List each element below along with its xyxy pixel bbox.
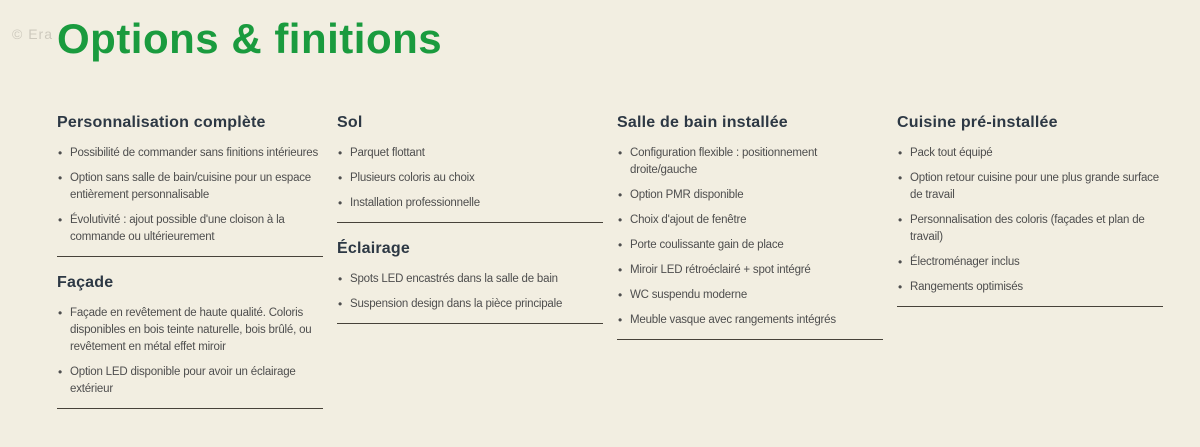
list-item: • Meuble vasque avec rangements intégrés [617, 312, 883, 329]
section-facade [57, 273, 323, 409]
list-item: • Porte coulissante gain de place [617, 237, 883, 254]
section-divider [617, 339, 883, 340]
list-item: • WC suspendu moderne [617, 287, 883, 304]
list-item: • Parquet flottant [337, 145, 603, 162]
section-divider [337, 323, 603, 324]
section-divider [57, 256, 323, 257]
list-item: • Personnalisation des coloris (façades et plan de travail) [897, 212, 1163, 246]
list-item: • Possibilité de commander sans finitions intérieures [57, 145, 323, 162]
list-item: • Évolutivité : ajout possible d'une cloison à la commande ou ultérieurement [57, 212, 323, 246]
section-cuisine-pre-installee [897, 113, 1163, 307]
column-4 [897, 113, 1163, 307]
list-item: • Configuration flexible : positionnement droite/gauche [617, 145, 883, 179]
page-title: Options & finitions [57, 15, 443, 62]
list-item: • Option LED disponible pour avoir un éclairage extérieur [57, 364, 323, 398]
list-item: • Façade en revêtement de haute qualité. Coloris disponibles en bois teinte naturelle, bois brûlé, ou revêtement en métal effet miroir [57, 305, 323, 356]
list-item: • Option retour cuisine pour une plus grande surface de travail [897, 170, 1163, 204]
section-divider [337, 222, 603, 223]
list-item: • Spots LED encastrés dans la salle de bain [337, 271, 603, 288]
section-heading: Cuisine pré-installée [897, 114, 1058, 131]
bullet-list [897, 145, 1163, 296]
bullet-list [57, 145, 323, 246]
column-2 [337, 113, 603, 324]
column-1 [57, 113, 323, 409]
list-item: • Rangements optimisés [897, 279, 1163, 296]
section-heading: Salle de bain installée [617, 114, 788, 131]
section-divider [57, 408, 323, 409]
list-item: • Choix d'ajout de fenêtre [617, 212, 883, 229]
section-salle-de-bain-installee [617, 113, 883, 340]
column-3 [617, 113, 883, 340]
section-heading: Façade [57, 274, 114, 291]
list-item: • Pack tout équipé [897, 145, 1163, 162]
section-heading: Sol [337, 114, 363, 131]
list-item: • Plusieurs coloris au choix [337, 170, 603, 187]
bullet-list [617, 145, 883, 329]
list-item: • Installation professionnelle [337, 195, 603, 212]
bullet-list [337, 271, 603, 313]
bullet-list [337, 145, 603, 212]
list-item: • Électroménager inclus [897, 254, 1163, 271]
section-divider [897, 306, 1163, 307]
list-item: • Option PMR disponible [617, 187, 883, 204]
list-item: • Option sans salle de bain/cuisine pour un espace entièrement personnalisable [57, 170, 323, 204]
section-sol [337, 113, 603, 223]
bullet-list [57, 305, 323, 398]
section-heading: Personnalisation complète [57, 114, 266, 131]
options-columns [57, 113, 1163, 409]
list-item: • Miroir LED rétroéclairé + spot intégré [617, 262, 883, 279]
section-personnalisation-complete [57, 113, 323, 257]
copyright-watermark: © Era [12, 26, 53, 42]
section-eclairage [337, 239, 603, 324]
list-item: • Suspension design dans la pièce principale [337, 296, 603, 313]
section-heading: Éclairage [337, 240, 410, 257]
